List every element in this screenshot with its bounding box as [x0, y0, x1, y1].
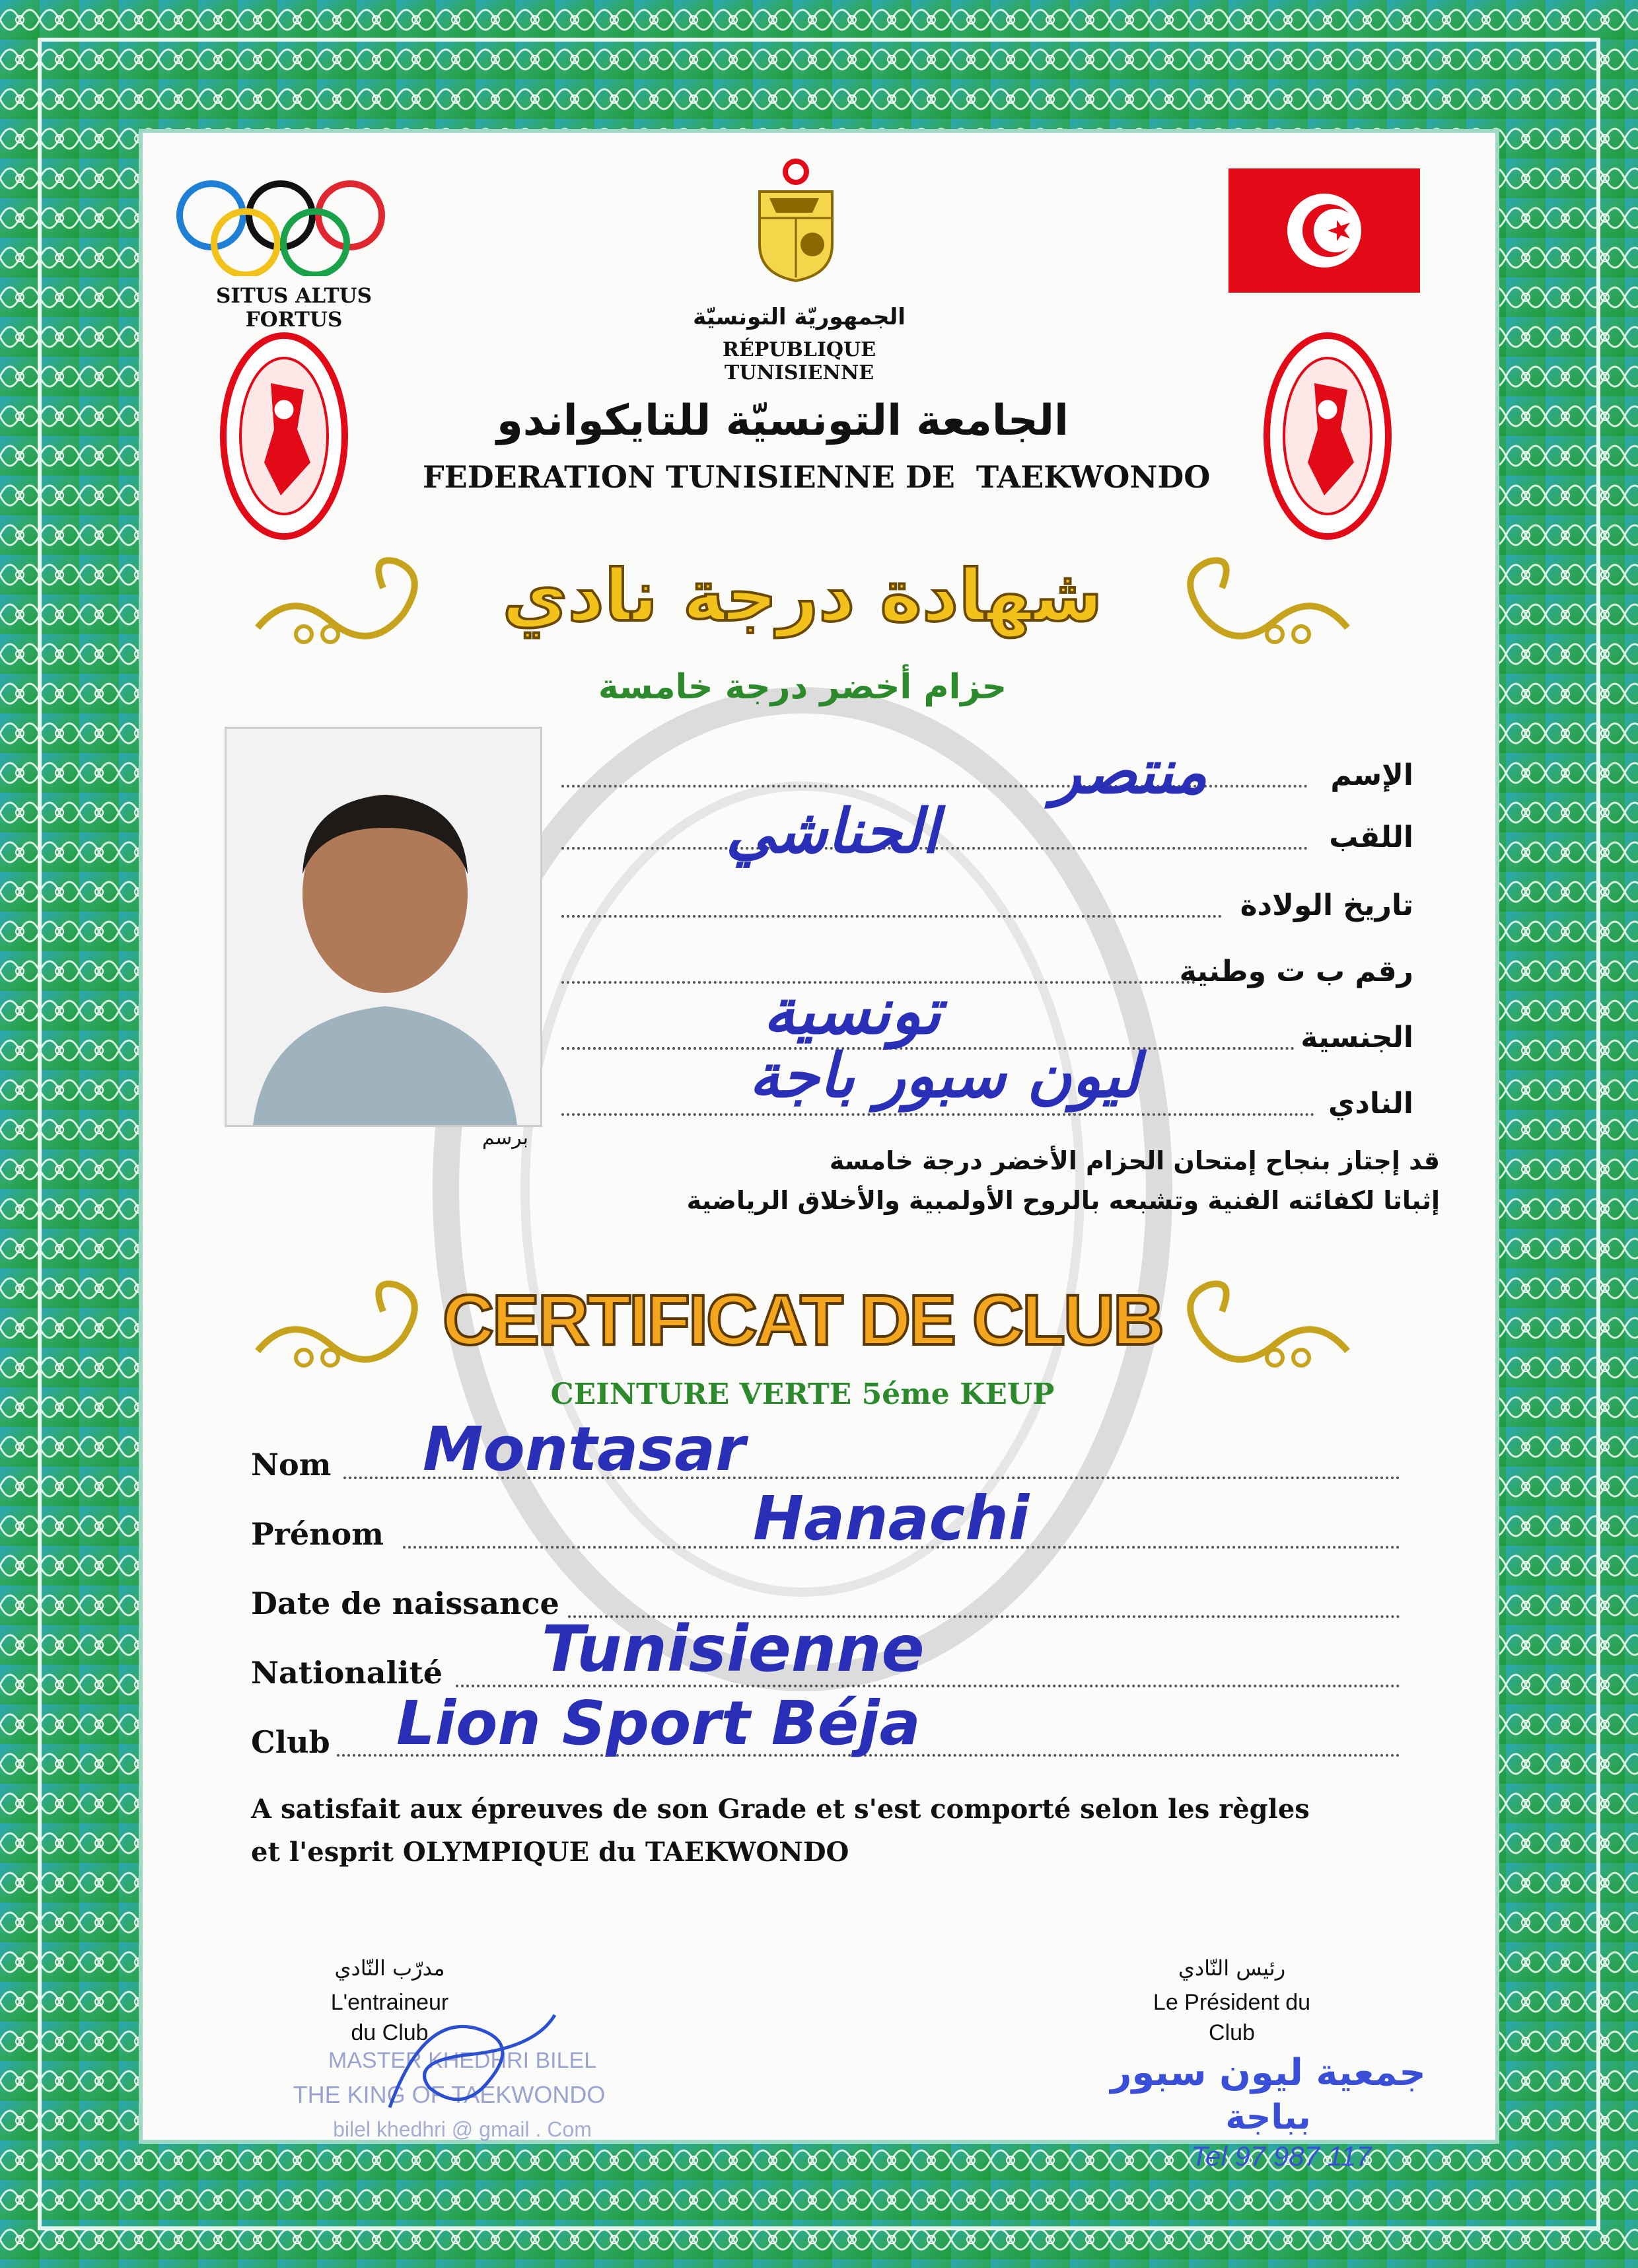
republic-arabic: الجمهوريّة التونسيّة — [693, 304, 906, 330]
tunisia-flag — [1228, 168, 1420, 293]
field-label-nationality-ar: الجنسية — [1300, 1021, 1413, 1054]
president-label-fr: Le Président du — [1153, 1990, 1311, 2015]
field-value-nationalite: Tunisienne — [542, 1612, 925, 1686]
certificate-title-arabic: شهادة درجة نادي — [502, 555, 1103, 638]
field-label-birthdate-ar: تاريخ الولادة — [1240, 889, 1413, 922]
statement-arabic-line2: إثباتا لكفائته الفنية وتشبعه بالروح الأولمبية والأخلاق الرياضية — [686, 1186, 1440, 1215]
field-value-nationality-ar: تونسية — [763, 974, 941, 1048]
certificate-subtitle-arabic: حزام أخضر درجة خامسة — [598, 667, 1007, 707]
federation-badge-right — [1262, 330, 1394, 542]
club-stamp-line2: بباجة — [1225, 2098, 1311, 2137]
club-stamp-line1: جمعية ليون سبور — [1110, 2051, 1426, 2094]
olympic-rings-logo — [173, 177, 391, 276]
field-label-date-naissance: Date de naissance — [251, 1586, 559, 1621]
field-value-nom: Montasar — [423, 1414, 746, 1484]
field-value-club-ar: ليون سبور باجة — [749, 1041, 1140, 1111]
trainer-stamp-line2: THE KING OF TAEKWONDO — [293, 2081, 606, 2108]
statement-arabic-line1: قد إجتاز بنجاح إمتحان الحزام الأخضر درجة خامسة — [829, 1146, 1440, 1175]
federation-badge-left — [218, 330, 350, 542]
ornament-left-icon — [251, 548, 449, 647]
club-stamp-phone: Tel 97 987 117 — [1191, 2140, 1372, 2172]
ornament-left-fr-icon — [251, 1272, 449, 1371]
field-label-club-ar: النادي — [1328, 1087, 1413, 1120]
field-label-id-ar: رقم ب ت وطنية — [1179, 955, 1413, 988]
field-value-name-ar: منتصر — [1051, 737, 1207, 807]
trainer-label-fr: L'entraineur — [330, 1990, 449, 2015]
field-label-nom: Nom — [251, 1447, 332, 1482]
field-label-surname-ar: اللقب — [1329, 821, 1413, 854]
tunisia-coat-of-arms — [746, 152, 845, 284]
statement-french-line1: A satisfait aux épreuves de son Grade et s'est comporté selon les règles — [251, 1794, 1310, 1825]
field-label-club: Club — [251, 1724, 330, 1760]
field-label-nationalite: Nationalité — [251, 1655, 443, 1691]
field-value-prenom: Hanachi — [753, 1483, 1030, 1554]
olympic-motto: SITUS ALTUS FORTUS — [216, 284, 372, 332]
trainer-stamp-line3: bilel khedhri @ gmail . Com — [333, 2117, 592, 2141]
photo-label: برسم — [481, 1126, 528, 1150]
trainer-label-ar: مدرّب النّادي — [334, 1956, 445, 1981]
federation-french: FEDERATION TUNISIENNE DE TAEKWONDO — [423, 459, 1211, 495]
field-label-prenom: Prénom — [251, 1516, 384, 1552]
trainer-signature — [370, 1989, 568, 2134]
trainer-label-fr-2: du Club — [351, 2020, 429, 2045]
republic-french: RÉPUBLIQUE TUNISIENNE — [722, 338, 876, 384]
ornament-right-fr-icon — [1156, 1272, 1354, 1371]
field-value-club: Lion Sport Béja — [396, 1688, 921, 1759]
student-portrait-icon — [227, 729, 540, 1125]
president-label-ar: رئيس النّادي — [1178, 1956, 1286, 1981]
ornament-right-icon — [1156, 548, 1354, 647]
trainer-stamp-line1: MASTER KHEDHRI BILEL — [328, 2048, 597, 2073]
certificate-title-french: CERTIFICAT DE CLUB — [443, 1280, 1162, 1360]
field-value-surname-ar: الحناشي — [725, 796, 939, 867]
student-photo — [225, 727, 542, 1127]
statement-french-line2: et l'esprit OLYMPIQUE du TAEKWONDO — [251, 1837, 849, 1868]
federation-arabic: الجامعة التونسيّة للتايكواندو — [497, 396, 1069, 445]
field-label-name-ar: الإسم — [1330, 758, 1413, 792]
certificate-subtitle-french: CEINTURE VERTE 5éme KEUP — [550, 1377, 1055, 1411]
president-label-fr-2: Club — [1209, 2020, 1255, 2045]
